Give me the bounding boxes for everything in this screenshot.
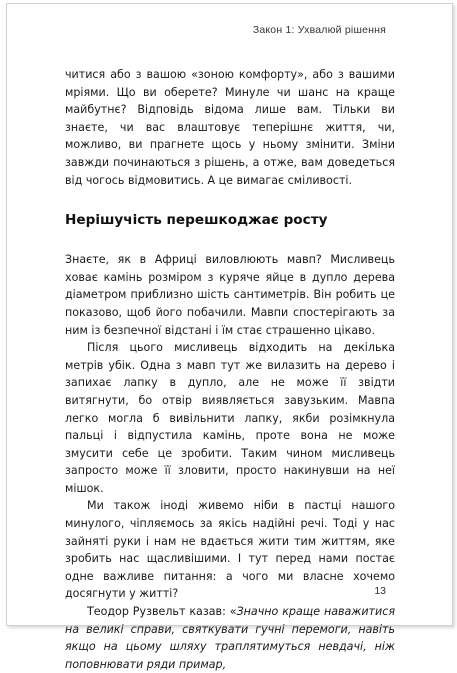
book-page xyxy=(6,3,453,671)
quote-text: Значно краще наважитися на великі справи, святкувати гучні перемоги, навіть якщо на цьому шляху траплятимуться невдачі, ніж поповнювати ряди примар, xyxy=(65,605,395,671)
body-paragraph: читися або з вашою «зоною комфорту», або з вашими мріями. Що ви оберете? Минуле чи шанс на краще майбутнє? Відповідь відома лише вам. Тільки ви знаєте, чи вас влаштовує теперішнє життя, чи, можливо, ви прагнете щось у ньому змінити. Зміни завжди починаються з рішень, а отже, вам доведеться від чогось відмовитись. А це вимагає сміливості. xyxy=(65,68,395,187)
running-head: Закон 1: Ухвалюй рішення xyxy=(252,24,386,36)
body-paragraph: Знаєте, як в Африці виловлюють мавп? Мисливець ховає камінь розміром з куряче яйце в дупло дерева діаметром приблизно шість сантиметрів. Він робить це показово, щоб його побачили. Мавпи спостерігають за ним із безпечної відстані і їм стає страшенно цікаво. xyxy=(65,253,395,337)
body-paragraph: Після цього мисливець відходить на декілька метрів убік. Одна з мавп тут же вилазить на дерево і запихає лапку в дупло, але не може її звідти витягнути, бо отвір виявляється завузьким. Мавпа легко могла б вивільнити лапку, якби розімкнула пальці і відпустила камінь, проте вона не може змусити себе це зробити. Таким чином мисливець запросто може її зловити, просто накинувши на неї мішок. xyxy=(65,341,395,495)
body-paragraph: Ми також іноді живемо ніби в пастці нашого минулого, чіпляємось за якісь надійні речі. Тоді у нас зайняті руки і нам не вдається жити тим життям, яке зробить нас щасливішими. І тут перед нами постає одне важливе питання: а чого ми власне хочемо досягнути у житті? xyxy=(65,499,395,601)
body-paragraph-quote xyxy=(65,603,395,673)
page-number: 13 xyxy=(374,585,386,597)
section-heading: Нерішучість перешкоджає росту xyxy=(65,212,328,229)
quote-intro: Теодор Рузвельт казав: « xyxy=(87,605,237,619)
page-body xyxy=(65,66,395,673)
